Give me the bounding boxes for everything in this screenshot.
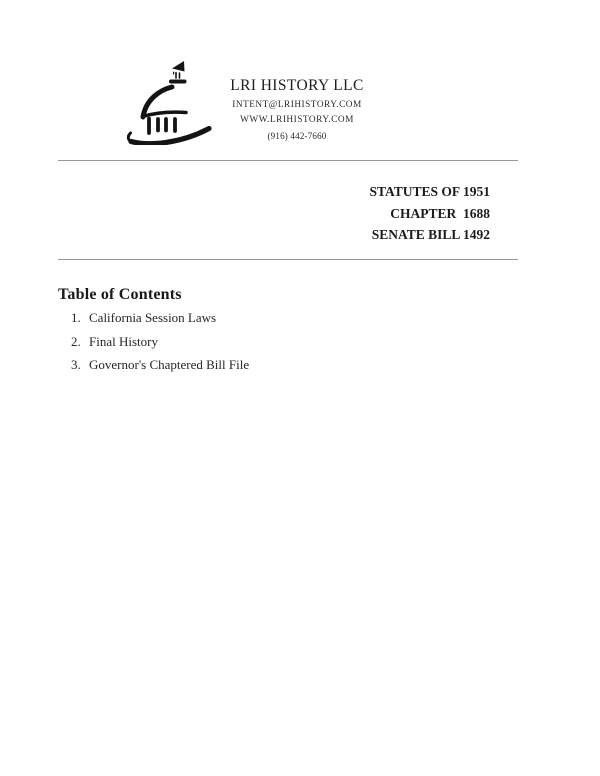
toc-item-label: California Session Laws <box>89 310 217 325</box>
divider-bottom <box>58 259 518 260</box>
chapter-line: CHAPTER 1688 <box>390 205 490 221</box>
company-email: INTENT@LRIHISTORY.COM <box>232 100 362 110</box>
toc-item-label: Final History <box>89 333 158 349</box>
company-website: WWW.LRIHISTORY.COM <box>240 115 354 126</box>
toc-title: Table of Contents <box>58 286 182 304</box>
toc-item-number: 2. <box>71 333 81 349</box>
divider-top <box>58 160 518 161</box>
capitol-dome-icon <box>126 59 214 145</box>
toc-item <box>58 306 458 330</box>
toc-item <box>58 353 458 377</box>
toc-item-number: 3. <box>71 357 81 372</box>
toc-item <box>58 330 458 354</box>
company-name: LRI HISTORY LLC <box>230 77 364 94</box>
letterhead-text <box>212 76 382 144</box>
toc-item-label: Governor's Chaptered Bill File <box>89 357 250 372</box>
toc-list <box>58 306 458 377</box>
senate-bill-line: SENATE BILL 1492 <box>371 227 490 242</box>
bill-reference-block <box>58 181 490 246</box>
company-phone: (916) 442-7660 <box>267 130 327 141</box>
toc-item-number: 1. <box>71 310 81 325</box>
statutes-line: STATUTES OF 1951 <box>369 184 490 199</box>
